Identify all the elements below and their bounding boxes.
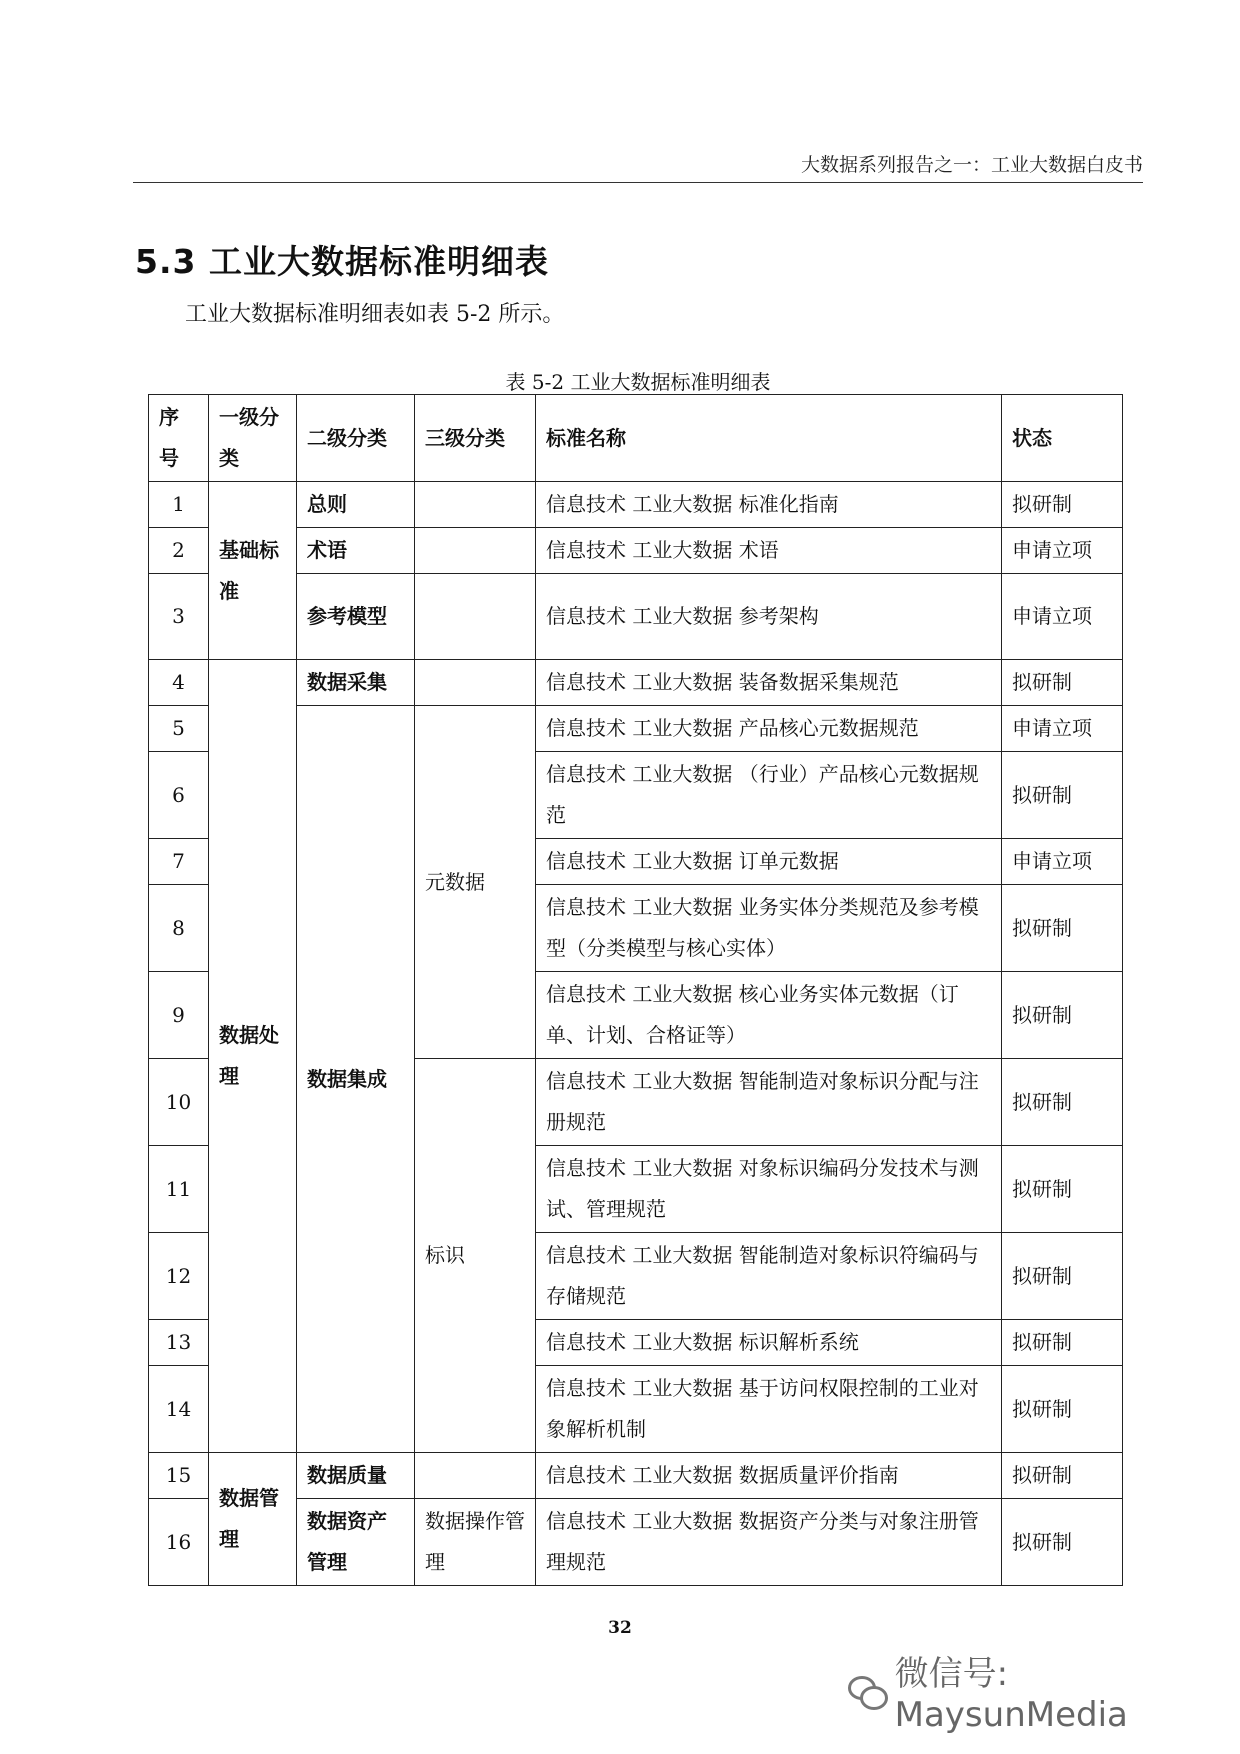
status-cell: 拟研制 xyxy=(1002,1320,1123,1366)
level2-cell: 数据采集 xyxy=(297,660,415,706)
header-level1: 一级分类 xyxy=(209,395,297,482)
level3-cell xyxy=(415,528,536,574)
standard-name: 信息技术 工业大数据 业务实体分类规范及参考模型（分类模型与核心实体） xyxy=(536,885,1002,972)
standard-name: 信息技术 工业大数据 智能制造对象标识符编码与存储规范 xyxy=(536,1233,1002,1320)
row-no: 1 xyxy=(149,482,209,528)
table-header-row xyxy=(149,395,1123,482)
row-no: 13 xyxy=(149,1320,209,1366)
standard-name: 信息技术 工业大数据 装备数据采集规范 xyxy=(536,660,1002,706)
table-row xyxy=(149,482,1123,528)
row-no: 3 xyxy=(149,574,209,660)
status-cell: 拟研制 xyxy=(1002,1366,1123,1453)
standard-name: 信息技术 工业大数据 数据质量评价指南 xyxy=(536,1453,1002,1499)
level1-cell: 基础标准 xyxy=(209,482,297,660)
row-no: 11 xyxy=(149,1146,209,1233)
level1-cell: 数据处理 xyxy=(209,660,297,1453)
row-no: 8 xyxy=(149,885,209,972)
status-cell: 拟研制 xyxy=(1002,482,1123,528)
level3-cell: 数据操作管理 xyxy=(415,1499,536,1586)
status-cell: 拟研制 xyxy=(1002,885,1123,972)
level2-cell: 术语 xyxy=(297,528,415,574)
status-cell: 拟研制 xyxy=(1002,972,1123,1059)
header-rule xyxy=(133,182,1143,183)
wechat-icon xyxy=(848,1674,887,1708)
header-no: 序号 xyxy=(149,395,209,482)
standard-name: 信息技术 工业大数据 产品核心元数据规范 xyxy=(536,706,1002,752)
standard-name: 信息技术 工业大数据 术语 xyxy=(536,528,1002,574)
table-row xyxy=(149,660,1123,706)
row-no: 7 xyxy=(149,839,209,885)
level2-cell: 总则 xyxy=(297,482,415,528)
level2-cell: 数据质量 xyxy=(297,1453,415,1499)
level1-cell: 数据管理 xyxy=(209,1453,297,1586)
row-no: 5 xyxy=(149,706,209,752)
status-cell: 拟研制 xyxy=(1002,1453,1123,1499)
watermark-text: 微信号: MaysunMedia xyxy=(894,1654,1128,1735)
row-no: 6 xyxy=(149,752,209,839)
level2-cell: 参考模型 xyxy=(297,574,415,660)
standard-name: 信息技术 工业大数据 核心业务实体元数据（订单、计划、合格证等） xyxy=(536,972,1002,1059)
level3-cell: 标识 xyxy=(415,1059,536,1453)
status-cell: 申请立项 xyxy=(1002,839,1123,885)
table-caption: 表 5-2 工业大数据标准明细表 xyxy=(505,370,771,394)
status-cell: 拟研制 xyxy=(1002,1499,1123,1586)
status-cell: 申请立项 xyxy=(1002,574,1123,660)
standards-table xyxy=(148,394,1123,1586)
running-header: 大数据系列报告之一：工业大数据白皮书 xyxy=(800,154,1143,176)
standard-name: 信息技术 工业大数据 标识解析系统 xyxy=(536,1320,1002,1366)
standard-name: 信息技术 工业大数据 对象标识编码分发技术与测试、管理规范 xyxy=(536,1146,1002,1233)
level3-cell xyxy=(415,660,536,706)
table-row xyxy=(149,1453,1123,1499)
level3-cell xyxy=(415,574,536,660)
section-title: 5.3 工业大数据标准明细表 xyxy=(135,242,549,281)
standard-name: 信息技术 工业大数据 智能制造对象标识分配与注册规范 xyxy=(536,1059,1002,1146)
row-no: 12 xyxy=(149,1233,209,1320)
header-level2: 二级分类 xyxy=(297,395,415,482)
row-no: 10 xyxy=(149,1059,209,1146)
row-no: 9 xyxy=(149,972,209,1059)
status-cell: 申请立项 xyxy=(1002,706,1123,752)
standard-name: 信息技术 工业大数据 （行业）产品核心元数据规范 xyxy=(536,752,1002,839)
standard-name: 信息技术 工业大数据 标准化指南 xyxy=(536,482,1002,528)
status-cell: 拟研制 xyxy=(1002,752,1123,839)
standard-name: 信息技术 工业大数据 订单元数据 xyxy=(536,839,1002,885)
intro-paragraph: 工业大数据标准明细表如表 5-2 所示。 xyxy=(185,302,565,327)
watermark xyxy=(848,1646,1240,1735)
status-cell: 拟研制 xyxy=(1002,660,1123,706)
level3-cell: 元数据 xyxy=(415,706,536,1059)
status-cell: 拟研制 xyxy=(1002,1146,1123,1233)
level2-cell: 数据资产管理 xyxy=(297,1499,415,1586)
standard-name: 信息技术 工业大数据 基于访问权限控制的工业对象解析机制 xyxy=(536,1366,1002,1453)
row-no: 14 xyxy=(149,1366,209,1453)
header-status: 状态 xyxy=(1002,395,1123,482)
status-cell: 申请立项 xyxy=(1002,528,1123,574)
standard-name: 信息技术 工业大数据 参考架构 xyxy=(536,574,1002,660)
level2-cell: 数据集成 xyxy=(297,706,415,1453)
page-number: 32 xyxy=(608,1618,632,1638)
row-no: 15 xyxy=(149,1453,209,1499)
row-no: 2 xyxy=(149,528,209,574)
level3-cell xyxy=(415,482,536,528)
standard-name: 信息技术 工业大数据 数据资产分类与对象注册管理规范 xyxy=(536,1499,1002,1586)
row-no: 16 xyxy=(149,1499,209,1586)
status-cell: 拟研制 xyxy=(1002,1233,1123,1320)
status-cell: 拟研制 xyxy=(1002,1059,1123,1146)
header-level3: 三级分类 xyxy=(415,395,536,482)
header-name: 标准名称 xyxy=(536,395,1002,482)
level3-cell xyxy=(415,1453,536,1499)
row-no: 4 xyxy=(149,660,209,706)
